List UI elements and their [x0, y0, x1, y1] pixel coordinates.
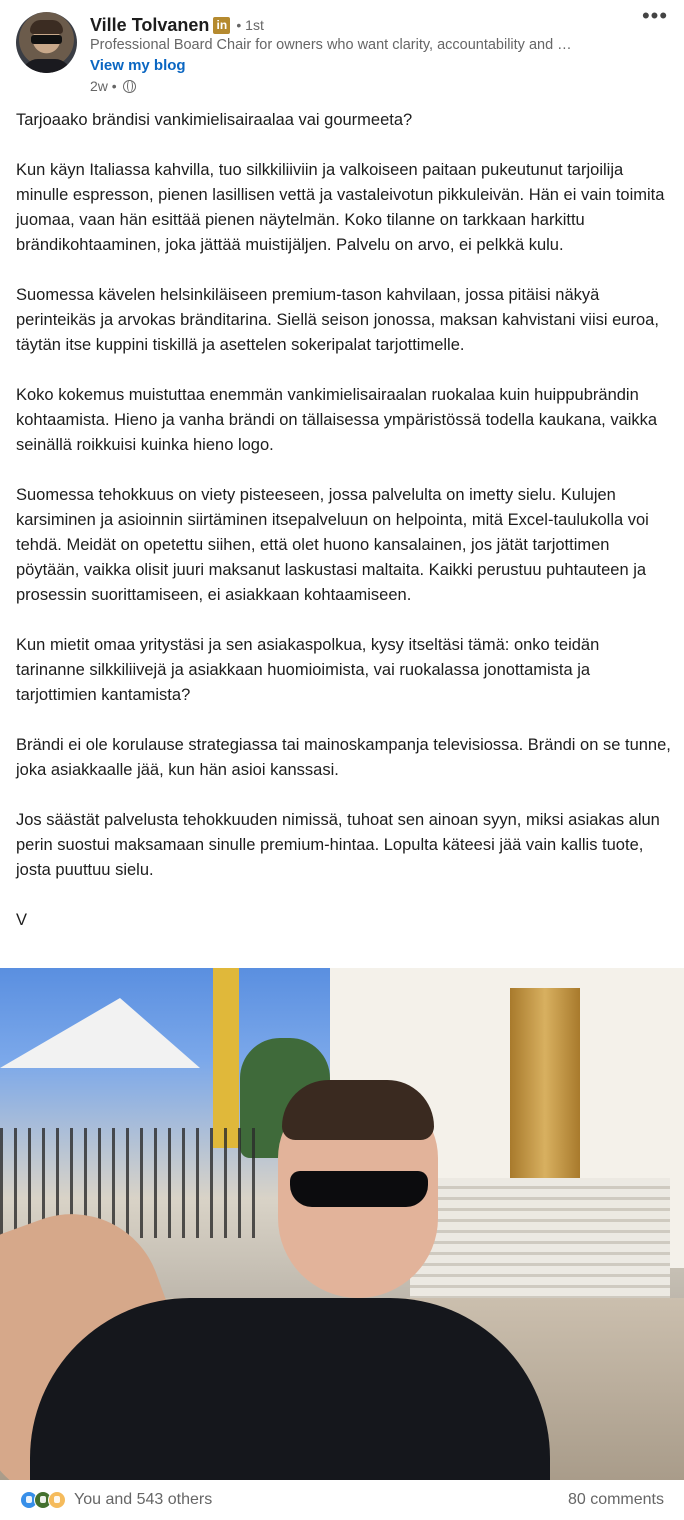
linkedin-premium-icon: in — [213, 17, 230, 34]
post-meta — [90, 78, 136, 94]
avatar-hair — [30, 20, 63, 34]
more-options-button[interactable]: ••• — [641, 3, 669, 28]
image-person-hair — [282, 1080, 434, 1140]
post-paragraph: Brändi ei ole korulause strategiassa tai mainoskampanja televisiossa. Brändi on se tunne, joka asiakkaalle jää, kun hän asioi kanssasi. — [16, 736, 671, 779]
author-avatar[interactable] — [16, 12, 77, 73]
image-person-torso — [30, 1298, 550, 1480]
image-sunglasses — [290, 1171, 428, 1207]
post-image[interactable] — [0, 968, 684, 1480]
post-paragraph: Koko kokemus muistuttaa enemmän vankimielisairaalan ruokalaa kuin huippubrändin kohtaamista. Hieno ja vanha brändi on tällaisessa ympäristössä todella kaukana, vaikka seinällä roikkuisi kuinka hieno logo. — [16, 386, 658, 454]
post-text — [16, 108, 672, 958]
image-furniture — [410, 1178, 670, 1298]
connection-degree: • 1st — [236, 17, 264, 33]
post-paragraph: Suomessa tehokkuus on viety pisteeseen, jossa palvelulta on imetty sielu. Kulujen karsiminen ja asioinnin siirtäminen itsepalveluun on helpointa, mitä Excel-taulukolla voi tehdä. Meidät on opetettu siihen, että olet huono kansalainen, jos jätät tarjottimen pöytään, vaikka olisit juuri maksanut laskustasi maltaita. Kaikki perustuu puhtauteen ja prosessin suorittamiseen, ei asiakkaan kohtaamiseen. — [16, 486, 649, 604]
post-time: 2w • — [90, 78, 117, 94]
view-blog-link[interactable]: View my blog — [90, 57, 186, 74]
post-paragraph: Kun käyn Italiassa kahvilla, tuo silkkiliiviin ja valkoiseen paitaan pukeutunut tarjoilija minulle espresson, pienen lasillisen vettä ja vastaleivotun pikkuleivän. Hän ei vain toimita juomaa, vaan hän esittää pienen näytelmän. Koko tilanne on tarkkaan harkittu brändikohtaaminen, joka jättää muistijäljen. Palvelu on arvo, ei pelkkä kulu. — [16, 161, 665, 254]
globe-icon — [123, 80, 136, 93]
insightful-icon — [48, 1491, 66, 1509]
post-paragraph: Kun mietit omaa yritystäsi ja sen asiakaspolkua, kysy itseltäsi tämä: onko teidän tarinanne silkkiliivejä ja asiakkaan huomioimista, vai ruokalassa jonottamista ja tarjottimien kantamista? — [16, 636, 600, 704]
avatar-shirt — [22, 59, 71, 73]
reactions-count[interactable]: You and 543 others — [74, 1491, 213, 1508]
social-counts-bar — [0, 1482, 684, 1520]
avatar-glasses — [31, 35, 62, 44]
image-pillar — [213, 968, 239, 1148]
post-paragraph: Jos säästät palvelusta tehokkuuden nimissä, tuhoat sen ainoan syyn, miksi asiakas alun perin suostui maksamaan sinulle premium-hintaa. Lopulta käteesi jää vain kallis tuote, josta puuttuu sielu. — [16, 811, 660, 879]
author-headline: Professional Board Chair for owners who want clarity, accountability and … — [90, 37, 572, 53]
post-paragraph: Tarjoaako brändisi vankimielisairaalaa vai gourmeeta? — [16, 111, 413, 129]
comments-count[interactable]: 80 comments — [567, 1491, 664, 1508]
post-header — [0, 0, 684, 100]
image-umbrella — [0, 998, 200, 1068]
author-name-row — [90, 12, 264, 38]
author-name[interactable]: Ville Tolvanen — [90, 14, 210, 35]
reaction-icons[interactable] — [20, 1491, 62, 1509]
image-door — [510, 988, 580, 1208]
post-paragraph: V — [16, 911, 28, 929]
post-paragraph: Suomessa kävelen helsinkiläiseen premium-tason kahvilaan, jossa pitäisi näkyä perinteikäs ja arvokas bränditarina. Siellä seison jonossa, maksan kahvistani viisi euroa, täytän itse kuppini tiskillä ja asettelen sokeripalat tarjottimelle. — [16, 286, 659, 354]
